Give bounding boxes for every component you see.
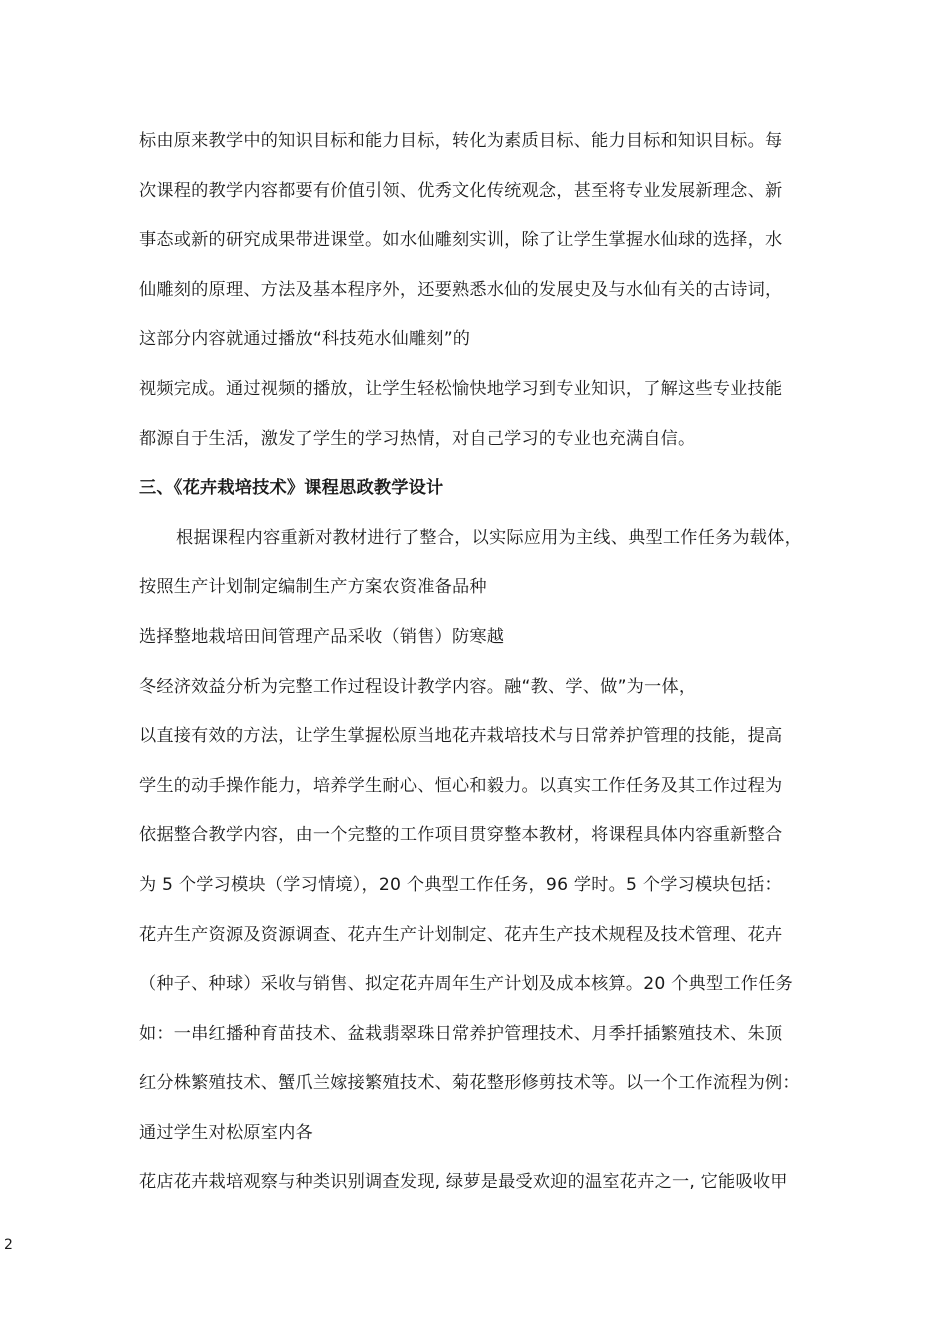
page-number: 2 (4, 1237, 13, 1253)
text-line: 按照生产计划制定编制生产方案农资准备品种 (139, 577, 487, 598)
text-line: 选择整地栽培田间管理产品采收（销售）防寒越 (139, 626, 505, 647)
text-line: 通过学生对松原室内各 (139, 1122, 313, 1143)
text-line: 以直接有效的方法，让学生掌握松原当地花卉栽培技术与日常养护管理的技能，提高 (139, 726, 783, 747)
text-line: 如：一串红播种育苗技术、盆栽翡翠珠日常养护管理技术、月季扦插繁殖技术、朱顶 (139, 1023, 783, 1044)
text-line: （种子、种球）采收与销售、拟定花卉周年生产计划及成本核算。20 个典型工作任务 (139, 974, 793, 995)
text-line: 仙雕刻的原理、方法及基本程序外，还要熟悉水仙的发展史及与水仙有关的古诗词， (139, 279, 783, 300)
text-line: 事态或新的研究成果带进课堂。如水仙雕刻实训，除了让学生掌握水仙球的选择，水 (139, 230, 783, 251)
text-line: 学生的动手操作能力，培养学生耐心、恒心和毅力。以真实工作任务及其工作过程为 (139, 775, 783, 796)
text-line: 根据课程内容重新对教材进行了整合，以实际应用为主线、典型工作任务为载体， (176, 527, 802, 548)
text-line: 标由原来教学中的知识目标和能力目标，转化为素质目标、能力目标和知识目标。每 (139, 131, 783, 151)
text-line: 红分株繁殖技术、蟹爪兰嫁接繁殖技术、菊花整形修剪技术等。以一个工作流程为例： (139, 1073, 800, 1094)
body-text (139, 122, 839, 1213)
text-line: 冬经济效益分析为完整工作过程设计教学内容。融“教、学、做”为一体， (139, 676, 697, 697)
text-line: 依据整合教学内容，由一个完整的工作项目贯穿整本教材，将课程具体内容重新整合 (139, 825, 783, 846)
section-heading: 三、《花卉栽培技术》课程思政教学设计 (139, 478, 444, 499)
text-line: 为 5 个学习模块（学习情境），20 个典型工作任务，96 学时。5 个学习模块包括： (139, 874, 782, 895)
text-line: 次课程的教学内容都要有价值引领、优秀文化传统观念，甚至将专业发展新理念、新 (139, 180, 783, 201)
text-line: 花卉生产资源及资源调查、花卉生产计划制定、花卉生产技术规程及技术管理、花卉 (139, 924, 783, 945)
text-line: 视频完成。通过视频的播放，让学生轻松愉快地学习到专业知识，了解这些专业技能 (139, 378, 783, 399)
text-line: 这部分内容就通过播放“科技苑水仙雕刻”的 (139, 329, 471, 350)
text-line: 花店花卉栽培观察与种类识别调查发现, 绿萝是最受欢迎的温室花卉之一, 它能吸收甲 (139, 1172, 788, 1193)
text-line: 都源自于生活，激发了学生的学习热情，对自己学习的专业也充满自信。 (139, 428, 696, 449)
